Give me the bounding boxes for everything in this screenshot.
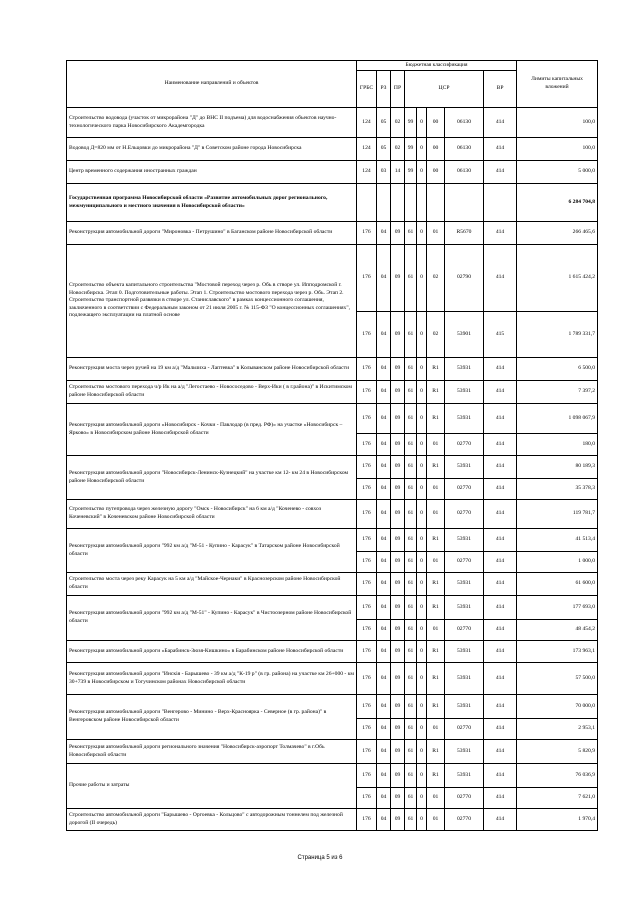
csr-code-cell: 53931 — [445, 764, 484, 788]
limit-value-cell: 35 378,3 — [517, 479, 598, 500]
pr-cell: 09 — [391, 719, 405, 740]
vr-cell: 414 — [484, 740, 517, 764]
csr-program-cell: 61 — [405, 552, 417, 573]
table-row — [67, 222, 598, 245]
object-name-cell: Прочие работы и затраты — [67, 764, 357, 809]
grbs-cell: 124 — [357, 108, 377, 138]
rz-cell: 04 — [377, 788, 391, 809]
rz-cell: 04 — [377, 456, 391, 479]
object-name-cell: Реконструкция автомобильной дороги регионального значения "Новосибирск-аэропорт Толмачево" в г.Обь Новосибирской области — [67, 740, 357, 764]
vr-cell: 414 — [484, 138, 517, 161]
vr-cell: 414 — [484, 500, 517, 529]
csr-program-cell: 61 — [405, 740, 417, 764]
csr-code-cell: 02770 — [445, 620, 484, 641]
csr-sub-cell: 0 — [417, 404, 427, 434]
csr-group-cell: R1 — [427, 596, 445, 620]
csr-code-cell: 53931 — [445, 529, 484, 552]
csr-code-cell: 53931 — [445, 663, 484, 695]
csr-group-cell: 01 — [427, 222, 445, 245]
rz-cell: 04 — [377, 479, 391, 500]
table-row — [67, 404, 598, 434]
limit-value-cell: 61 600,0 — [517, 573, 598, 596]
limit-value-cell: 1 615 424,2 — [517, 245, 598, 312]
pr-cell: 02 — [391, 138, 405, 161]
grbs-cell: 176 — [357, 529, 377, 552]
csr-group-cell: R1 — [427, 641, 445, 663]
limit-value-cell: 76 036,9 — [517, 764, 598, 788]
csr-sub-cell: 0 — [417, 222, 427, 245]
csr-program-cell: 61 — [405, 695, 417, 719]
csr-sub-cell: 0 — [417, 719, 427, 740]
pr-cell: 09 — [391, 456, 405, 479]
vr-cell: 414 — [484, 764, 517, 788]
csr-sub-cell: 0 — [417, 529, 427, 552]
csr-group-cell — [427, 184, 445, 222]
csr-code-cell: 02770 — [445, 434, 484, 456]
csr-group-cell: R1 — [427, 573, 445, 596]
rz-cell: 04 — [377, 404, 391, 434]
csr-code-cell: 06130 — [445, 161, 484, 184]
rz-cell: 04 — [377, 358, 391, 381]
csr-group-cell: 00 — [427, 108, 445, 138]
budget-classification-header: Бюджетная классификация — [357, 61, 517, 71]
object-name-cell: Строительство водовода (участок от микрорайона "Д" до ВНС II подъема) для водоснабжения объектов научно-технологического парка Новосибирского Академгородка — [67, 108, 357, 138]
pr-cell: 09 — [391, 663, 405, 695]
csr-sub-cell: 0 — [417, 788, 427, 809]
csr-sub-cell: 0 — [417, 479, 427, 500]
pr-cell: 09 — [391, 529, 405, 552]
vr-cell: 414 — [484, 573, 517, 596]
csr-program-cell: 61 — [405, 245, 417, 312]
csr-sub-cell: 0 — [417, 641, 427, 663]
grbs-cell: 176 — [357, 740, 377, 764]
table-row — [67, 641, 598, 663]
limit-value-cell: 41 513,4 — [517, 529, 598, 552]
csr-code-cell: 53931 — [445, 404, 484, 434]
pr-cell: 09 — [391, 596, 405, 620]
object-name-cell: Реконструкция автомобильной дороги «Новосибирск - Кочки - Павлодар (в пред. РФ)» на участке «Новосибирск – Ярково» в Новосибирском районе Новосибирской области — [67, 404, 357, 456]
csr-program-cell: 61 — [405, 788, 417, 809]
grbs-cell: 176 — [357, 222, 377, 245]
csr-group-cell: 01 — [427, 719, 445, 740]
pr-cell: 09 — [391, 222, 405, 245]
csr-program-cell: 61 — [405, 500, 417, 529]
pr-cell: 09 — [391, 245, 405, 312]
rz-cell: 04 — [377, 500, 391, 529]
rz-cell: 04 — [377, 620, 391, 641]
rz-cell: 04 — [377, 740, 391, 764]
csr-group-cell: R1 — [427, 695, 445, 719]
csr-program-cell: 61 — [405, 809, 417, 831]
csr-code-cell — [445, 184, 484, 222]
table-row — [67, 358, 598, 381]
table-body — [67, 108, 598, 831]
limit-value-cell: 80 189,3 — [517, 456, 598, 479]
vr-cell: 414 — [484, 596, 517, 620]
csr-program-cell: 61 — [405, 719, 417, 740]
csr-code-cell: 06130 — [445, 108, 484, 138]
csr-code-cell: 53931 — [445, 695, 484, 719]
csr-sub-cell: 0 — [417, 740, 427, 764]
rz-cell: 04 — [377, 312, 391, 358]
rz-cell: 05 — [377, 108, 391, 138]
csr-sub-cell: 0 — [417, 434, 427, 456]
pr-cell: 14 — [391, 161, 405, 184]
limit-value-cell: 180,0 — [517, 434, 598, 456]
csr-program-cell: 61 — [405, 573, 417, 596]
rz-cell: 04 — [377, 596, 391, 620]
limit-value-cell: 100,0 — [517, 108, 598, 138]
table-row — [67, 740, 598, 764]
vr-cell: 414 — [484, 358, 517, 381]
table-row — [67, 381, 598, 404]
limit-value-cell: 7 397,2 — [517, 381, 598, 404]
csr-code-cell: 53931 — [445, 596, 484, 620]
pr-cell: 09 — [391, 312, 405, 358]
name-column-header: Наименование направлений и объектов — [67, 61, 357, 108]
table-row — [67, 138, 598, 161]
vr-cell: 414 — [484, 456, 517, 479]
limit-value-cell: 177 693,0 — [517, 596, 598, 620]
csr-group-cell: R1 — [427, 529, 445, 552]
csr-program-cell: 99 — [405, 138, 417, 161]
table-row — [67, 596, 598, 620]
object-name-cell: Водовод Д=820 мм от Н.Ельцовки до микрорайона "Д" в Советском районе города Новосибирска — [67, 138, 357, 161]
grbs-cell: 176 — [357, 381, 377, 404]
csr-code-cell: 06130 — [445, 138, 484, 161]
vr-cell: 414 — [484, 381, 517, 404]
rz-column-header: РЗ — [377, 71, 391, 108]
table-row — [67, 529, 598, 552]
csr-sub-cell: 0 — [417, 245, 427, 312]
csr-program-cell: 61 — [405, 620, 417, 641]
csr-group-cell: 00 — [427, 161, 445, 184]
rz-cell: 04 — [377, 641, 391, 663]
object-name-cell: Реконструкция автомобильной дороги "Инскія - Барышево - 39 км а/д "К-19 р" (в гр. района) на участке км 26+000 - км 30+739 в Новосибирском и Тогучинском районах Новосибирской области — [67, 663, 357, 695]
csr-sub-cell: 0 — [417, 573, 427, 596]
csr-code-cell: 02770 — [445, 500, 484, 529]
limit-value-cell: 119 781,7 — [517, 500, 598, 529]
csr-group-cell: 02 — [427, 312, 445, 358]
grbs-cell: 176 — [357, 809, 377, 831]
vr-cell: 414 — [484, 788, 517, 809]
pr-cell: 09 — [391, 479, 405, 500]
limit-value-cell: 48 454,2 — [517, 620, 598, 641]
csr-group-cell: R1 — [427, 381, 445, 404]
rz-cell: 04 — [377, 245, 391, 312]
object-name-cell: Центр временного содержания иностранных граждан — [67, 161, 357, 184]
csr-code-cell: 02770 — [445, 479, 484, 500]
vr-cell: 414 — [484, 552, 517, 573]
limit-value-cell: 266 465,6 — [517, 222, 598, 245]
csr-sub-cell: 0 — [417, 108, 427, 138]
csr-group-cell: 01 — [427, 500, 445, 529]
csr-code-cell: 02770 — [445, 788, 484, 809]
grbs-cell: 176 — [357, 552, 377, 573]
object-name-cell: Строительство путепровода через железную дорогу "Омск - Новосибирск" на 6 км а/д "Коченево - совхоз Коченевский" в Коченевском районе Новосибирской области — [67, 500, 357, 529]
grbs-cell: 176 — [357, 596, 377, 620]
csr-code-cell: R5670 — [445, 222, 484, 245]
csr-program-cell: 61 — [405, 434, 417, 456]
csr-sub-cell: 0 — [417, 138, 427, 161]
grbs-cell: 176 — [357, 620, 377, 641]
limit-value-cell: 6 500,0 — [517, 358, 598, 381]
table-row — [67, 663, 598, 695]
table-row — [67, 764, 598, 788]
csr-program-cell: 61 — [405, 222, 417, 245]
csr-sub-cell: 0 — [417, 552, 427, 573]
rz-cell: 04 — [377, 764, 391, 788]
csr-group-cell: 01 — [427, 809, 445, 831]
pr-cell: 09 — [391, 500, 405, 529]
pr-cell: 09 — [391, 695, 405, 719]
grbs-cell: 176 — [357, 312, 377, 358]
csr-group-cell: 02 — [427, 245, 445, 312]
pr-cell — [391, 184, 405, 222]
grbs-cell: 176 — [357, 456, 377, 479]
rz-cell: 04 — [377, 695, 391, 719]
grbs-cell: 124 — [357, 138, 377, 161]
csr-sub-cell: 0 — [417, 809, 427, 831]
limit-value-cell: 100,0 — [517, 138, 598, 161]
object-name-cell: Строительство моста через реку Карасук на 5 км а/д "Майское-Чернаки" в Краснозерском районе Новосибирской области — [67, 573, 357, 596]
limit-value-cell: 1 000,0 — [517, 552, 598, 573]
limit-value-cell: 5 820,9 — [517, 740, 598, 764]
table-row — [67, 500, 598, 529]
object-name-cell: Строительство объекта капитального строительства "Мостовой переход через р. Обь в створе ул. Ипподромской г. Новосибирска. Этап 0. Подготовительные работы. Этап 1. Строительство мостового перехода через р. Обь. Этап 2. Строительство транспортной развязки в створе ул. Станиславского" в рамках концессионного соглашения, заключенного в соответствии с Федеральным законом от 21 июля 2005 г. № 115-ФЗ "О концессионных соглашениях", подлежащего эксплуатации на платной основе — [67, 245, 357, 358]
rz-cell: 04 — [377, 719, 391, 740]
vr-cell: 414 — [484, 529, 517, 552]
pr-cell: 09 — [391, 552, 405, 573]
object-name-cell: Реконструкция автомобильной дороги "Мироновка - Петрушино" в Баганском районе Новосибирской области — [67, 222, 357, 245]
grbs-cell: 176 — [357, 245, 377, 312]
vr-cell: 414 — [484, 404, 517, 434]
limit-value-cell: 1 970,4 — [517, 809, 598, 831]
vr-cell: 414 — [484, 479, 517, 500]
table-row — [67, 695, 598, 719]
vr-cell: 415 — [484, 312, 517, 358]
grbs-cell: 176 — [357, 719, 377, 740]
object-name-cell: Реконструкция автомобильной дороги "Венгерово - Минино - Верх-Красноярка - Северное (в гр. района)" в Венгеровском районе Новосибирской области — [67, 695, 357, 740]
csr-group-cell: R1 — [427, 740, 445, 764]
csr-program-cell: 61 — [405, 663, 417, 695]
grbs-cell: 176 — [357, 434, 377, 456]
csr-sub-cell: 0 — [417, 695, 427, 719]
table-row — [67, 456, 598, 479]
grbs-cell: 176 — [357, 641, 377, 663]
csr-group-cell: 01 — [427, 620, 445, 641]
vr-cell: 414 — [484, 222, 517, 245]
rz-cell: 04 — [377, 552, 391, 573]
rz-cell: 04 — [377, 222, 391, 245]
table-row — [67, 108, 598, 138]
page-footer: Страница 5 из 6 — [297, 855, 343, 861]
csr-code-cell: 02770 — [445, 552, 484, 573]
vr-cell: 414 — [484, 641, 517, 663]
object-name-cell: Реконструкция автомобильной дороги «Барабинск-Зюзя-Кишкино» в Барабинском районе Новосибирской области — [67, 641, 357, 663]
limit-value-cell: 173 963,1 — [517, 641, 598, 663]
csr-sub-cell: 0 — [417, 456, 427, 479]
table-row — [67, 184, 598, 222]
grbs-cell — [357, 184, 377, 222]
grbs-cell: 176 — [357, 479, 377, 500]
csr-sub-cell: 0 — [417, 620, 427, 641]
csr-group-cell: R1 — [427, 663, 445, 695]
vr-cell: 414 — [484, 434, 517, 456]
limits-column-header: Лимиты капитальных вложений — [517, 61, 598, 108]
csr-code-cell: 53931 — [445, 641, 484, 663]
csr-group-cell: R1 — [427, 456, 445, 479]
vr-cell: 414 — [484, 695, 517, 719]
rz-cell: 04 — [377, 663, 391, 695]
vr-cell: 414 — [484, 663, 517, 695]
grbs-cell: 124 — [357, 161, 377, 184]
object-name-cell: Реконструкция автомобильной дороги "992 км а/д "М-51" - Купино - Карасук" в Чистоозерном районе Новосибирской области — [67, 596, 357, 641]
limit-value-cell: 1 098 067,9 — [517, 404, 598, 434]
csr-sub-cell: 0 — [417, 381, 427, 404]
table-row — [67, 161, 598, 184]
csr-code-cell: 53931 — [445, 358, 484, 381]
pr-cell: 09 — [391, 381, 405, 404]
pr-cell: 09 — [391, 573, 405, 596]
table-row — [67, 809, 598, 831]
csr-program-cell: 61 — [405, 456, 417, 479]
rz-cell: 04 — [377, 529, 391, 552]
pr-cell: 02 — [391, 108, 405, 138]
csr-sub-cell: 0 — [417, 500, 427, 529]
csr-group-cell: R1 — [427, 358, 445, 381]
rz-cell — [377, 184, 391, 222]
csr-program-cell: 61 — [405, 404, 417, 434]
csr-sub-cell: 0 — [417, 764, 427, 788]
grbs-cell: 176 — [357, 663, 377, 695]
csr-group-cell: 01 — [427, 434, 445, 456]
csr-sub-cell: 0 — [417, 358, 427, 381]
csr-column-header: ЦСР — [405, 71, 484, 108]
object-name-cell: Реконструкция автомобильной дороги "992 км а/д "М-51 - Купино - Карасук" в Татарском районе Новосибирской области — [67, 529, 357, 573]
rz-cell: 04 — [377, 573, 391, 596]
pr-cell: 09 — [391, 764, 405, 788]
csr-code-cell: 53931 — [445, 573, 484, 596]
object-name-cell: Строительство мостового перехода ч/р Ик на а/д "Легостаево - Новососедово - Верх-Ики ( в г.района)" в Искитимском районе Новосибирской области — [67, 381, 357, 404]
grbs-cell: 176 — [357, 404, 377, 434]
vr-cell — [484, 184, 517, 222]
csr-sub-cell — [417, 184, 427, 222]
csr-group-cell: 01 — [427, 788, 445, 809]
object-name-cell: Строительство автомобильной дороги "Барышево - Оргоевка - Кольцово" с автодорожным тоннелем под железной дорогой (II очередь) — [67, 809, 357, 831]
csr-code-cell: 02790 — [445, 245, 484, 312]
csr-code-cell: 53931 — [445, 381, 484, 404]
pr-cell: 09 — [391, 740, 405, 764]
csr-program-cell: 61 — [405, 596, 417, 620]
csr-program-cell: 99 — [405, 108, 417, 138]
grbs-cell: 176 — [357, 573, 377, 596]
csr-code-cell: 02770 — [445, 719, 484, 740]
pr-cell: 09 — [391, 404, 405, 434]
csr-code-cell: 53931 — [445, 740, 484, 764]
csr-code-cell: 02770 — [445, 809, 484, 831]
grbs-cell: 176 — [357, 764, 377, 788]
limit-value-cell: 7 621,0 — [517, 788, 598, 809]
pr-cell: 09 — [391, 434, 405, 456]
pr-cell: 09 — [391, 809, 405, 831]
limit-value-cell: 6 284 704,8 — [517, 184, 598, 222]
vr-cell: 414 — [484, 245, 517, 312]
csr-group-cell: 00 — [427, 138, 445, 161]
csr-group-cell: 01 — [427, 479, 445, 500]
csr-program-cell: 61 — [405, 641, 417, 663]
budget-table — [66, 60, 598, 831]
rz-cell: 03 — [377, 161, 391, 184]
limit-value-cell: 5 000,0 — [517, 161, 598, 184]
limit-value-cell: 2 953,1 — [517, 719, 598, 740]
pr-column-header: ПР — [391, 71, 405, 108]
limit-value-cell: 1 789 331,7 — [517, 312, 598, 358]
limit-value-cell: 70 000,0 — [517, 695, 598, 719]
pr-cell: 09 — [391, 641, 405, 663]
csr-sub-cell: 0 — [417, 312, 427, 358]
csr-group-cell: 01 — [427, 552, 445, 573]
vr-cell: 414 — [484, 719, 517, 740]
csr-code-cell: 53931 — [445, 456, 484, 479]
csr-program-cell: 61 — [405, 358, 417, 381]
table-row — [67, 573, 598, 596]
vr-column-header: ВР — [484, 71, 517, 108]
csr-sub-cell: 0 — [417, 663, 427, 695]
pr-cell: 09 — [391, 358, 405, 381]
limit-value-cell: 57 500,0 — [517, 663, 598, 695]
grbs-cell: 176 — [357, 788, 377, 809]
object-name-cell: Государственная программа Новосибирской области «Развитие автомобильных дорог регионального, межмуниципального и местного значения в Новосибирской области» — [67, 184, 357, 222]
csr-code-cell: 53901 — [445, 312, 484, 358]
pr-cell: 09 — [391, 620, 405, 641]
rz-cell: 04 — [377, 381, 391, 404]
csr-group-cell: R1 — [427, 764, 445, 788]
csr-sub-cell: 0 — [417, 596, 427, 620]
csr-program-cell — [405, 184, 417, 222]
vr-cell: 414 — [484, 108, 517, 138]
csr-program-cell: 61 — [405, 479, 417, 500]
grbs-column-header: ГРБС — [357, 71, 377, 108]
object-name-cell: Реконструкция автомобильной дороги "Новосибирск-Ленинск-Кузнецкий" на участке км 12- км 24 в Новосибирском районе Новосибирской области — [67, 456, 357, 500]
object-name-cell: Реконструкция моста через ручей на 19 км а/д "Мальчиха - Лаптевка" в Колыванском районе Новосибирской области — [67, 358, 357, 381]
pr-cell: 09 — [391, 788, 405, 809]
table-row — [67, 245, 598, 312]
grbs-cell: 176 — [357, 358, 377, 381]
csr-program-cell: 61 — [405, 529, 417, 552]
csr-program-cell: 99 — [405, 161, 417, 184]
grbs-cell: 176 — [357, 695, 377, 719]
rz-cell: 05 — [377, 138, 391, 161]
rz-cell: 04 — [377, 434, 391, 456]
vr-cell: 414 — [484, 161, 517, 184]
rz-cell: 04 — [377, 809, 391, 831]
csr-sub-cell: 0 — [417, 161, 427, 184]
grbs-cell: 176 — [357, 500, 377, 529]
csr-program-cell: 61 — [405, 312, 417, 358]
vr-cell: 414 — [484, 809, 517, 831]
vr-cell: 414 — [484, 620, 517, 641]
csr-group-cell: R1 — [427, 404, 445, 434]
csr-program-cell: 61 — [405, 764, 417, 788]
csr-program-cell: 61 — [405, 381, 417, 404]
